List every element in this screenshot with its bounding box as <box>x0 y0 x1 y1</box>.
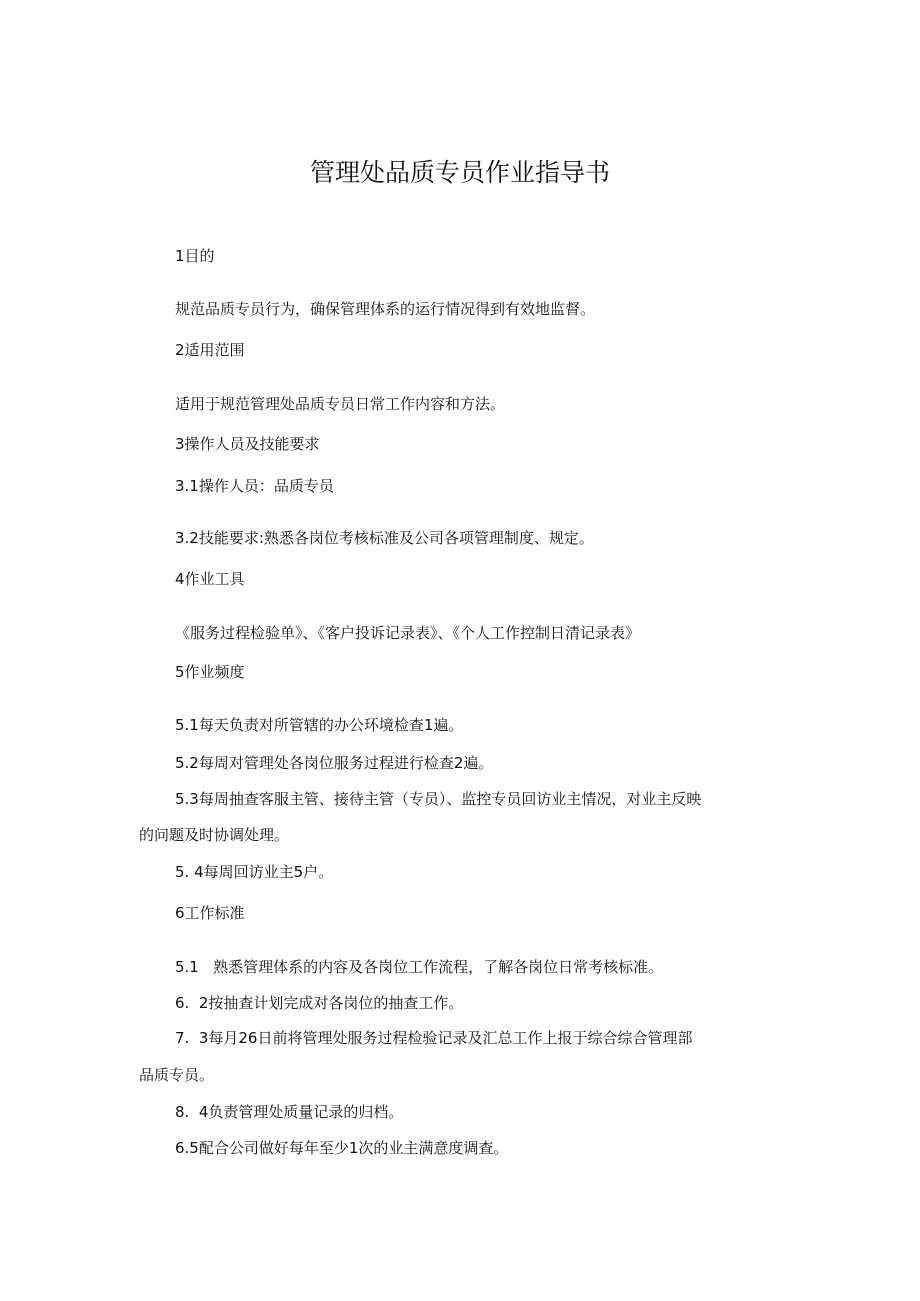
item-3-2: 3.2技能要求:熟悉各岗位考核标准及公司各项管理制度、规定。 <box>175 529 594 547</box>
item-5-2: 5.2每周对管理处各岗位服务过程进行检查2遍。 <box>175 754 494 772</box>
section-heading-standards: 6工作标准 <box>175 904 245 922</box>
item-5-4: 5. 4每周回访业主5户。 <box>175 863 334 881</box>
item-6-5: 6.5配合公司做好每年至少1次的业主满意度调查。 <box>175 1139 509 1157</box>
item-3-1: 3.1操作人员：品质专员 <box>175 477 334 495</box>
item-6-3-continued: 品质专员。 <box>139 1066 215 1084</box>
page-title: 管理处品质专员作业指导书 <box>309 158 610 187</box>
item-6-1: 5.1 熟悉管理体系的内容及各岗位工作流程，了解各岗位日常考核标准。 <box>175 958 664 976</box>
item-6-4: 8. 4负责管理处质量记录的归档。 <box>175 1103 404 1121</box>
item-6-2: 6. 2按抽查计划完成对各岗位的抽查工作。 <box>175 994 464 1012</box>
section-heading-frequency: 5作业频度 <box>175 663 245 681</box>
item-5-3-continued: 的问题及时协调处理。 <box>139 826 290 844</box>
section-heading-personnel: 3操作人员及技能要求 <box>175 435 320 453</box>
paragraph-purpose: 规范品质专员行为，确保管理体系的运行情况得到有效地监督。 <box>175 300 596 318</box>
item-5-1: 5.1每天负责对所管辖的办公环境检查1遍。 <box>175 716 464 734</box>
section-heading-tools: 4作业工具 <box>175 570 245 588</box>
section-heading-scope: 2适用范围 <box>175 341 245 359</box>
item-5-3: 5.3每周抽查客服主管、接待主管（专员）、监控专员回访业主情况，对业主反映 <box>175 790 702 808</box>
item-6-3: 7. 3每月26日前将管理处服务过程检验记录及汇总工作上报于综合综合管理部 <box>175 1029 693 1047</box>
section-heading-purpose: 1目的 <box>175 247 215 265</box>
paragraph-scope: 适用于规范管理处品质专员日常工作内容和方法。 <box>175 395 506 413</box>
paragraph-tools: 《服务过程检验单》、《客户投诉记录表》、《个人工作控制日清记录表》 <box>175 624 641 642</box>
